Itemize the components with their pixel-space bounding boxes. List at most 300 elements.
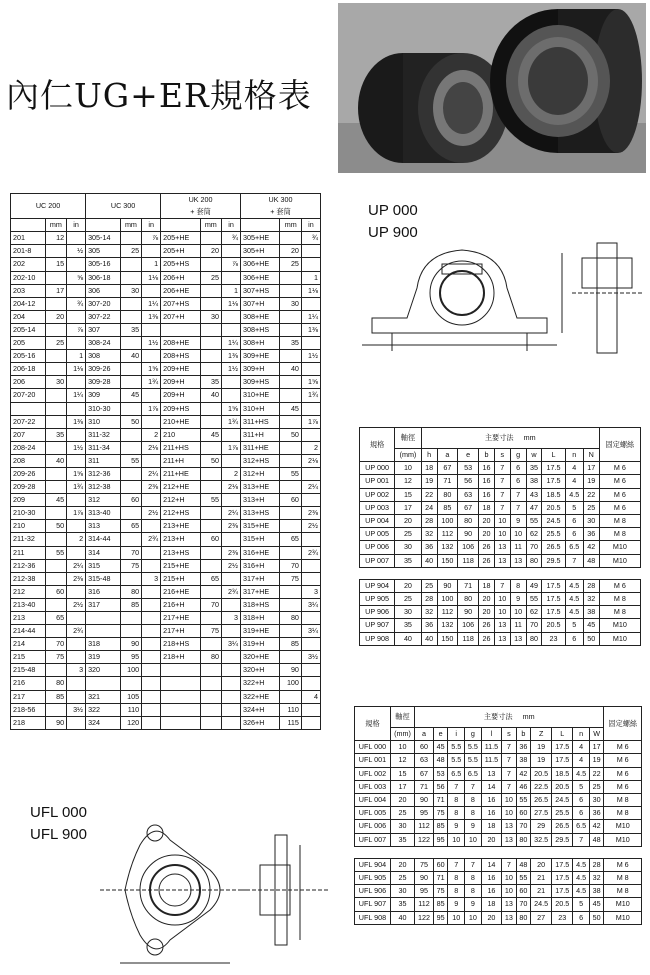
letter-header-cell: b <box>479 449 495 462</box>
table-cell <box>222 389 241 402</box>
table-cell: 321 <box>86 690 121 703</box>
table-cell: M 8 <box>604 807 642 820</box>
table-cell: 22 <box>421 488 437 501</box>
table-cell: 1 <box>222 284 241 297</box>
table-cell <box>161 716 200 729</box>
table-cell: 5 <box>573 780 590 793</box>
table-cell: 27 <box>531 911 552 924</box>
table-cell: 75 <box>433 807 447 820</box>
table-cell: 209+H <box>161 389 200 402</box>
table-cell <box>301 467 320 480</box>
table-cell: 112 <box>437 528 458 541</box>
table-cell <box>142 284 161 297</box>
table-cell: 18.5 <box>552 767 573 780</box>
table-cell: M 6 <box>599 579 640 592</box>
table-cell <box>222 245 241 258</box>
table-cell <box>222 651 241 664</box>
table-cell: UP 906 <box>360 606 395 619</box>
table-cell: UFL 003 <box>355 780 391 793</box>
table-cell <box>222 677 241 690</box>
table-cell: 309-28 <box>86 376 121 389</box>
table-cell: 1½ <box>222 363 241 376</box>
table-cell: 213 <box>11 612 46 625</box>
table-row <box>11 585 321 598</box>
table-cell: 40 <box>390 911 414 924</box>
table-cell: 5 <box>565 619 583 632</box>
table-cell: 90 <box>415 794 434 807</box>
table-cell: 4 <box>573 741 590 754</box>
table-cell: 36 <box>516 741 530 754</box>
table-row <box>11 363 321 376</box>
table-cell: 17.5 <box>552 754 573 767</box>
table-cell <box>67 677 86 690</box>
table-cell <box>280 481 301 494</box>
unit-header-cell <box>161 219 200 232</box>
table-cell: 45 <box>583 619 599 632</box>
table-cell: 28 <box>421 515 437 528</box>
table-cell <box>200 402 221 415</box>
table-cell <box>301 612 320 625</box>
table-cell <box>67 494 86 507</box>
table-cell: 19 <box>531 741 552 754</box>
table-row <box>360 515 641 528</box>
table-cell: 3 <box>142 572 161 585</box>
table-row <box>11 271 321 284</box>
table-row <box>360 554 641 567</box>
table-cell: 75 <box>280 572 301 585</box>
table-row <box>11 520 321 533</box>
table-cell: 67 <box>458 501 479 514</box>
table-cell: 11.5 <box>481 741 502 754</box>
table-cell <box>301 664 320 677</box>
table-cell: 313 <box>86 520 121 533</box>
table-cell: 205-14 <box>11 323 46 336</box>
table-cell <box>200 716 221 729</box>
table-cell: 307 <box>86 323 121 336</box>
table-cell: 308+H <box>241 337 280 350</box>
table-cell: 49 <box>526 579 542 592</box>
table-cell <box>200 638 221 651</box>
table-cell: 30 <box>390 820 414 833</box>
table-cell <box>301 677 320 690</box>
table-cell: 80 <box>516 833 530 846</box>
table-row <box>11 703 321 716</box>
table-cell <box>142 703 161 716</box>
table-cell <box>67 638 86 651</box>
table-cell <box>222 664 241 677</box>
table-cell: 112 <box>415 898 434 911</box>
table-cell <box>200 323 221 336</box>
table-cell: 5.5 <box>465 754 482 767</box>
letter-header-cell: a <box>437 449 458 462</box>
table-cell: 70 <box>200 598 221 611</box>
table-cell: 3 <box>222 612 241 625</box>
table-cell: 13 <box>481 767 502 780</box>
table-cell: 2 <box>301 441 320 454</box>
up-table-body <box>360 428 641 646</box>
ufl-series-label: UFL 900 <box>30 826 87 843</box>
table-cell: 4.5 <box>573 858 590 871</box>
table-cell: 50 <box>583 632 599 645</box>
table-cell: 36 <box>589 807 603 820</box>
table-cell <box>280 323 301 336</box>
table-cell: 1⅜ <box>142 310 161 323</box>
table-row <box>11 572 321 585</box>
table-cell: 90 <box>458 606 479 619</box>
table-cell: 17.5 <box>542 462 565 475</box>
table-row <box>11 284 321 297</box>
table-cell: 208+HS <box>161 350 200 363</box>
table-row <box>11 337 321 350</box>
table-cell <box>45 467 66 480</box>
page-title: 內仁UG+ER規格表 <box>6 76 312 115</box>
table-cell: 13 <box>502 898 516 911</box>
table-cell: 7 <box>502 754 516 767</box>
table-cell: UFL 005 <box>355 807 391 820</box>
table-cell: 211+H <box>161 454 200 467</box>
table-cell <box>142 677 161 690</box>
table-cell: 6 <box>510 475 526 488</box>
table-cell: 5.5 <box>465 741 482 754</box>
table-cell: 17.5 <box>552 741 573 754</box>
table-cell <box>67 651 86 664</box>
table-cell: 35 <box>395 619 422 632</box>
table-cell <box>120 428 141 441</box>
table-cell: 16 <box>481 794 502 807</box>
table-cell <box>200 467 221 480</box>
table-cell: 16 <box>479 475 495 488</box>
table-row <box>11 310 321 323</box>
table-cell: 90 <box>437 579 458 592</box>
table-cell: 7 <box>494 462 510 475</box>
table-cell <box>200 284 221 297</box>
table-cell <box>280 376 301 389</box>
table-cell: 35 <box>395 554 422 567</box>
mm-label-cell: (mm) <box>390 728 414 741</box>
table-cell <box>120 677 141 690</box>
table-cell: 11 <box>510 619 526 632</box>
table-cell: 10 <box>465 911 482 924</box>
table-cell: 30 <box>390 885 414 898</box>
table-cell: 208-24 <box>11 441 46 454</box>
table-cell: 314-44 <box>86 533 121 546</box>
table-cell: M10 <box>604 911 642 924</box>
uc-table-units-row <box>11 219 321 232</box>
table-cell: 6 <box>565 632 583 645</box>
table-cell: M 6 <box>604 741 642 754</box>
letter-header-cell: L <box>542 449 565 462</box>
table-cell <box>67 402 86 415</box>
table-cell: 55 <box>120 454 141 467</box>
table-cell <box>301 337 320 350</box>
table-row <box>355 780 642 793</box>
up-size-table <box>359 427 641 646</box>
table-cell: 35 <box>390 898 414 911</box>
table-cell <box>222 454 241 467</box>
table-cell: 8 <box>510 579 526 592</box>
table-cell: 43 <box>526 488 542 501</box>
table-cell: 35 <box>390 833 414 846</box>
table-cell: 2¾ <box>301 546 320 559</box>
table-cell: 10 <box>390 741 414 754</box>
table-cell <box>222 625 241 638</box>
table-cell: M 6 <box>599 501 640 514</box>
table-cell: 4 <box>565 462 583 475</box>
table-cell: 15 <box>390 767 414 780</box>
table-cell <box>200 520 221 533</box>
table-cell: 32 <box>421 606 437 619</box>
table-cell <box>120 572 141 585</box>
table-row <box>360 606 641 619</box>
table-cell: 6.5 <box>465 767 482 780</box>
table-cell <box>120 363 141 376</box>
up-series-label: UP 900 <box>368 224 418 241</box>
table-cell <box>142 494 161 507</box>
table-cell: 2⅛ <box>142 441 161 454</box>
unit-header-cell: mm <box>120 219 141 232</box>
table-cell: 27.5 <box>531 807 552 820</box>
table-cell: 216+HE <box>161 585 200 598</box>
table-cell: 17.5 <box>542 593 565 606</box>
table-cell: 25.5 <box>542 528 565 541</box>
table-cell: UFL 908 <box>355 911 391 924</box>
table-cell: 90 <box>280 664 301 677</box>
table-cell: 40 <box>45 454 66 467</box>
table-cell: 36 <box>421 619 437 632</box>
table-cell: 13 <box>494 541 510 554</box>
table-cell: 213+HS <box>161 546 200 559</box>
table-cell: 311+HS <box>241 415 280 428</box>
table-cell: M 6 <box>599 462 640 475</box>
table-cell: 315-48 <box>86 572 121 585</box>
table-cell: 67 <box>437 462 458 475</box>
table-cell: M10 <box>599 541 640 554</box>
table-cell: 24.5 <box>552 794 573 807</box>
table-cell <box>280 284 301 297</box>
table-cell: 30 <box>280 297 301 310</box>
table-cell: 30 <box>589 794 603 807</box>
table-cell: 70 <box>526 619 542 632</box>
table-cell <box>280 454 301 467</box>
table-cell: 21 <box>531 885 552 898</box>
table-cell: 70 <box>516 820 530 833</box>
table-cell: 7 <box>502 780 516 793</box>
table-cell <box>142 323 161 336</box>
table-cell: 20 <box>481 833 502 846</box>
table-cell: 47 <box>526 501 542 514</box>
table-row <box>11 638 321 651</box>
table-cell: 8 <box>448 794 465 807</box>
table-cell: 50 <box>120 415 141 428</box>
table-cell: 210+HE <box>161 415 200 428</box>
table-cell: 10 <box>494 528 510 541</box>
table-row <box>360 541 641 554</box>
table-cell: 1¼ <box>67 389 86 402</box>
table-cell: 42 <box>589 820 603 833</box>
table-cell: 4.5 <box>573 872 590 885</box>
table-cell: 212+HS <box>161 507 200 520</box>
table-cell: 10 <box>502 885 516 898</box>
table-cell <box>280 441 301 454</box>
table-cell: 10 <box>448 833 465 846</box>
table-cell: M 6 <box>604 767 642 780</box>
table-cell: 122 <box>415 911 434 924</box>
table-cell: 20 <box>390 794 414 807</box>
table-cell <box>200 232 221 245</box>
table-cell: 17 <box>390 780 414 793</box>
table-cell: 55 <box>526 515 542 528</box>
table-cell: 324 <box>86 716 121 729</box>
table-cell: M10 <box>604 820 642 833</box>
table-cell: 65 <box>280 533 301 546</box>
table-cell: 20.5 <box>552 780 573 793</box>
table-cell <box>200 297 221 310</box>
table-cell: 1¾ <box>301 389 320 402</box>
table-cell: 22 <box>583 488 599 501</box>
table-cell: 6 <box>565 515 583 528</box>
table-cell: 90 <box>45 716 66 729</box>
table-cell: 45 <box>589 898 603 911</box>
table-cell: 26 <box>479 541 495 554</box>
table-cell <box>200 507 221 520</box>
table-cell: 70 <box>516 898 530 911</box>
table-cell: 6.5 <box>565 541 583 554</box>
table-cell: 318 <box>86 638 121 651</box>
table-cell: 2¼ <box>67 559 86 572</box>
table-cell: UP 907 <box>360 619 395 632</box>
table-cell: 2⅜ <box>222 546 241 559</box>
table-cell <box>45 350 66 363</box>
table-cell: 14 <box>481 780 502 793</box>
table-cell <box>142 454 161 467</box>
table-row <box>355 820 642 833</box>
table-cell <box>200 612 221 625</box>
table-cell <box>222 533 241 546</box>
table-cell: 7 <box>502 741 516 754</box>
table-cell: 42 <box>583 541 599 554</box>
table-cell: UP 904 <box>360 579 395 592</box>
table-cell: 211 <box>11 546 46 559</box>
table-cell: 4 <box>301 690 320 703</box>
letter-header-cell: i <box>448 728 465 741</box>
table-cell: 307+HS <box>241 284 280 297</box>
table-cell: 1⅞ <box>301 415 320 428</box>
table-cell: 122 <box>415 833 434 846</box>
table-cell <box>45 625 66 638</box>
table-cell: ¾ <box>222 232 241 245</box>
table-cell: 3½ <box>301 651 320 664</box>
table-cell: 208 <box>11 454 46 467</box>
table-cell: 217+H <box>161 625 200 638</box>
table-cell <box>280 546 301 559</box>
table-cell: 1⅛ <box>142 271 161 284</box>
table-cell: 322+HE <box>241 690 280 703</box>
table-cell: 215+H <box>161 572 200 585</box>
table-cell: 317+H <box>241 572 280 585</box>
table-cell: 16 <box>479 462 495 475</box>
table-cell: UFL 004 <box>355 794 391 807</box>
table-cell: 11 <box>510 541 526 554</box>
table-cell: 5.5 <box>448 754 465 767</box>
table-cell: 46 <box>516 780 530 793</box>
table-cell: 16 <box>479 488 495 501</box>
table-cell: 112 <box>437 606 458 619</box>
table-cell <box>120 258 141 271</box>
table-cell: 24.5 <box>542 515 565 528</box>
table-cell <box>120 271 141 284</box>
letter-header-cell: g <box>510 449 526 462</box>
table-cell: 215-48 <box>11 664 46 677</box>
table-cell: 1⅜ <box>301 323 320 336</box>
table-cell: 307-22 <box>86 310 121 323</box>
table-cell <box>222 703 241 716</box>
table-cell: 209+HE <box>161 363 200 376</box>
table-cell: 319+H <box>241 638 280 651</box>
table-cell <box>67 376 86 389</box>
table-cell: 40 <box>395 632 422 645</box>
table-cell: 1½ <box>67 441 86 454</box>
table-cell <box>120 507 141 520</box>
table-cell: 35 <box>280 337 301 350</box>
table-cell: 4.5 <box>573 767 590 780</box>
table-cell: 26.5 <box>552 820 573 833</box>
table-cell <box>142 520 161 533</box>
table-cell <box>45 297 66 310</box>
table-cell: 316+HE <box>241 546 280 559</box>
letter-header-cell: e <box>458 449 479 462</box>
table-cell <box>45 703 66 716</box>
table-cell: 30 <box>45 376 66 389</box>
table-cell: 1¼ <box>301 310 320 323</box>
table-cell: 8 <box>465 807 482 820</box>
table-cell: 38 <box>583 606 599 619</box>
table-cell: 6 <box>565 528 583 541</box>
table-cell: 71 <box>433 872 447 885</box>
table-cell <box>142 716 161 729</box>
table-cell: 75 <box>200 625 221 638</box>
table-cell <box>301 297 320 310</box>
table-cell: 132 <box>437 541 458 554</box>
table-cell: 48 <box>516 858 530 871</box>
table-cell: 206+HE <box>161 284 200 297</box>
table-cell: UFL 904 <box>355 858 391 871</box>
table-row <box>11 559 321 572</box>
table-cell: 30 <box>200 310 221 323</box>
table-cell <box>67 716 86 729</box>
table-cell: 8 <box>448 807 465 820</box>
table-cell: 9 <box>510 593 526 606</box>
table-cell: 201 <box>11 232 46 245</box>
table-cell: 320 <box>86 664 121 677</box>
table-cell: 204 <box>11 310 46 323</box>
table-cell <box>120 625 141 638</box>
table-cell: 8 <box>448 885 465 898</box>
table-cell: M10 <box>599 632 640 645</box>
table-cell: 217 <box>11 690 46 703</box>
table-cell: 1⅛ <box>67 363 86 376</box>
table-cell: ⅞ <box>222 258 241 271</box>
table-cell <box>301 703 320 716</box>
table-cell <box>301 494 320 507</box>
table-cell: 215+HE <box>161 559 200 572</box>
table-cell: 2 <box>222 467 241 480</box>
table-cell <box>200 441 221 454</box>
table-cell: 90 <box>415 872 434 885</box>
table-cell: 2 <box>67 533 86 546</box>
table-cell: 21 <box>531 872 552 885</box>
ufl-table-body <box>355 707 642 925</box>
table-cell: 305-16 <box>86 258 121 271</box>
